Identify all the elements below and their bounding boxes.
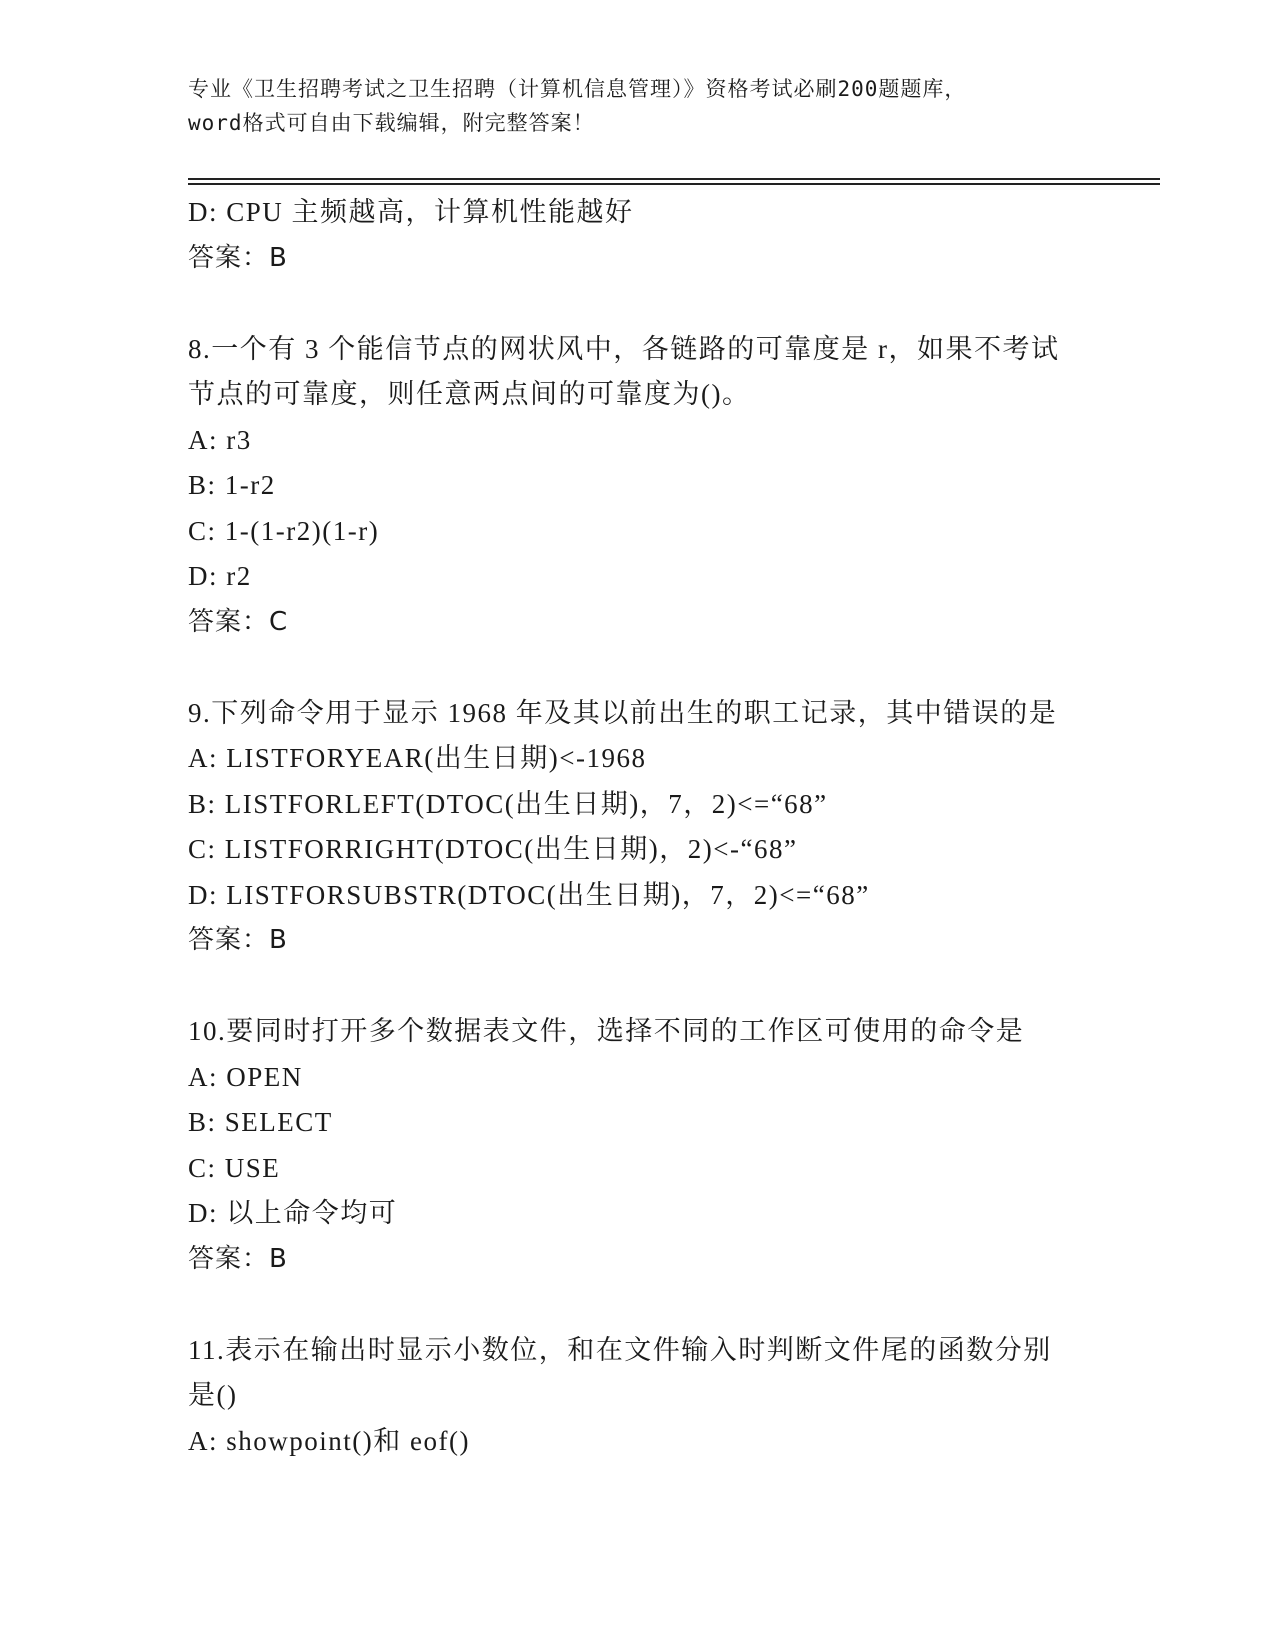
- question-8: [188, 327, 1108, 646]
- header-line-2: word格式可自由下载编辑，附完整答案！: [188, 111, 595, 135]
- option-c: C: USE: [188, 1152, 281, 1183]
- option-b: B: LISTFORLEFT(DTOC(出生日期)，7，2)<=“68”: [188, 788, 828, 819]
- question-content: [188, 190, 1108, 1464]
- answer-line: 答案：B: [188, 242, 288, 273]
- option-d: D: CPU 主频越高，计算机性能越好: [188, 197, 634, 227]
- question-stem: 10.要同时打开多个数据表文件，选择不同的工作区可使用的命令是: [188, 1016, 1025, 1046]
- option-a: A: LISTFORYEAR(出生日期)<-1968: [188, 743, 647, 773]
- question-stem: 8.一个有 3 个能信节点的网状风中，各链路的可靠度是 r，如果不考试: [188, 333, 1060, 364]
- header-line-1: 专业《卫生招聘考试之卫生招聘（计算机信息管理）》资格考试必刷200题题库，: [188, 77, 967, 101]
- spacer: [188, 964, 1108, 1010]
- spacer: [188, 645, 1108, 691]
- option-a: A: OPEN: [188, 1061, 303, 1092]
- option-c: C: 1-(1-r2)(1-r): [188, 515, 380, 546]
- question-stem: 9.下列命令用于显示 1968 年及其以前出生的职工记录，其中错误的是: [188, 697, 1058, 728]
- question-stem: 11.表示在输出时显示小数位，和在文件输入时判断文件尾的函数分别: [188, 1334, 1052, 1365]
- option-d: D: 以上命令均可: [188, 1198, 398, 1228]
- header-divider-bottom: [188, 183, 1160, 185]
- answer-line: 答案：B: [188, 925, 288, 955]
- question-stem: 节点的可靠度，则任意两点间的可靠度为()。: [188, 379, 751, 409]
- question-10: [188, 1009, 1108, 1282]
- option-b: B: 1-r2: [188, 470, 276, 500]
- option-c: C: LISTFORRIGHT(DTOC(出生日期)，2)<-“68”: [188, 834, 798, 864]
- option-a: A: r3: [188, 424, 252, 455]
- header-divider-top: [188, 178, 1160, 180]
- question-7-fragment: [188, 190, 1108, 281]
- spacer: [188, 281, 1108, 327]
- option-d: D: r2: [188, 561, 252, 591]
- question-stem: 是(): [188, 1380, 238, 1410]
- question-9: [188, 691, 1108, 964]
- spacer: [188, 1282, 1108, 1328]
- option-a: A: showpoint()和 eof(): [188, 1425, 470, 1456]
- question-11: [188, 1328, 1108, 1465]
- option-d: D: LISTFORSUBSTR(DTOC(出生日期)，7，2)<=“68”: [188, 879, 870, 910]
- option-b: B: SELECT: [188, 1107, 333, 1137]
- answer-line: 答案：C: [188, 606, 289, 637]
- answer-line: 答案：B: [188, 1243, 288, 1274]
- document-header: [188, 72, 1088, 140]
